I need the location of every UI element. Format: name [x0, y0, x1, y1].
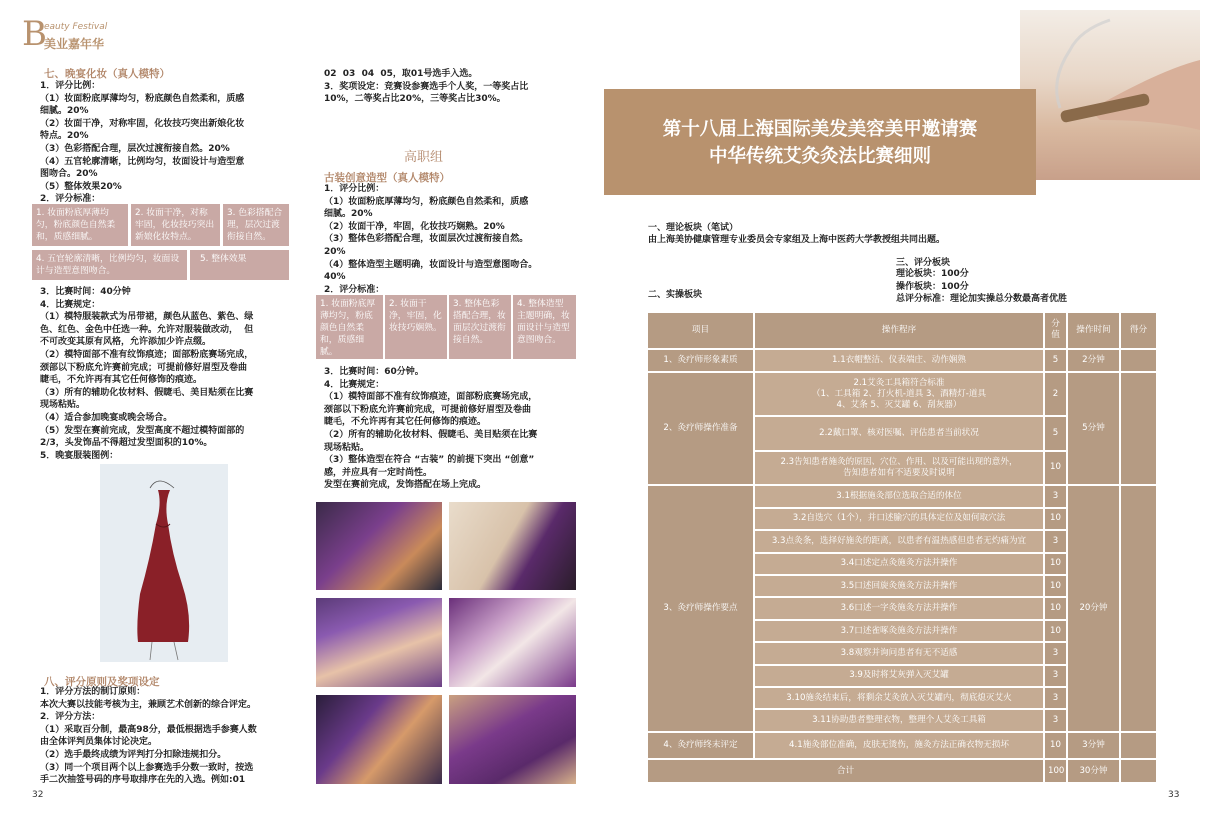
- theory-text: 由上海美协健康管理专业委员会专家组及上海中医药大学教授组共同出题。: [648, 235, 946, 245]
- result-cell[interactable]: [1120, 485, 1157, 732]
- brand-logo: [22, 16, 122, 56]
- moxibustion-photo: [1020, 10, 1200, 180]
- ancient-style-scoring: [324, 183, 537, 296]
- criteria-box: 4. 五官轮廓清晰，比例均匀，妆面设计与造型意图吻合。: [32, 250, 187, 280]
- score-cell: 3: [1044, 485, 1067, 507]
- item-cell: 4、灸疗师终末评定: [647, 732, 754, 760]
- text-line: （2）所有的辅助化妆材料、假睫毛、美目贴须在比赛: [324, 429, 538, 440]
- procedure-cell: 2.1艾灸工具箱符合标准 （1、工具箱 2、打火机-道具 3、酒精灯-道具 4、艾条 5、灭艾罐 6、刮灰器）: [754, 372, 1044, 416]
- event-photo: [449, 695, 576, 784]
- award-text: [324, 68, 528, 106]
- event-photo: [316, 502, 442, 590]
- section-7-text: [40, 80, 244, 206]
- procedure-cell: 3.4口述定点灸施灸方法并操作: [754, 553, 1044, 575]
- event-photo: [449, 502, 576, 590]
- sub-title: 中华传统艾灸灸法比赛细则: [708, 146, 931, 167]
- page-number: 33: [1168, 790, 1180, 800]
- text-line: （1）采取百分制，最高98分，最低根据选手参赛人数: [40, 724, 257, 735]
- text-line: 理论板块：100分: [896, 269, 969, 279]
- evening-dress-image: [100, 464, 228, 662]
- procedure-cell: 3.6口述一字灸施灸方法并操作: [754, 597, 1044, 619]
- text-line: 操作板块：100分: [896, 281, 969, 292]
- ancient-style-title: 古装创意造型（真人模特）: [324, 172, 450, 184]
- procedure-cell: 2.2戴口罩、核对医嘱、评估患者当前状况: [754, 416, 1044, 451]
- event-photo: [449, 598, 576, 687]
- text-line: 细腻。20%: [40, 106, 89, 117]
- text-line: 颈部以下粉底允许赛前完成，可提前修好眉型及卷曲: [324, 404, 532, 415]
- total-score: 100: [1044, 759, 1067, 783]
- text-line: 1．评分方法的制订原则：: [40, 687, 146, 697]
- score-cell: 3: [1044, 687, 1067, 709]
- procedure-cell: 3.11协助患者整理衣物，整理个人艾灸工具箱: [754, 709, 1044, 731]
- score-cell: 3: [1044, 642, 1067, 664]
- text-line: （2）妆面干净，牢固，化妆技巧娴熟。20%: [324, 221, 505, 232]
- text-line: （5）发型在赛前完成，发型高度不超过模特面部的: [40, 425, 245, 436]
- score-cell: 10: [1044, 732, 1067, 760]
- criteria-box: 3. 色彩搭配合理，层次过渡衔接自然。: [223, 204, 289, 246]
- time-cell: 3分钟: [1067, 732, 1120, 760]
- procedure-cell: 1.1衣帽整洁、仪表端庄、动作娴熟: [754, 349, 1044, 372]
- criteria-box: 5. 整体效果: [190, 250, 289, 280]
- group-title: 高职组: [404, 150, 444, 165]
- theory-heading: 一、理论板块（笔试）: [648, 223, 739, 233]
- criteria-box: 1. 妆面粉底厚薄均匀，粉底颜色自然柔和，质感细腻。: [32, 204, 128, 246]
- text-line: 3．比赛时间：60分钟。: [324, 367, 424, 377]
- text-line: 20%: [324, 246, 346, 257]
- scoring-heading: 三、评分板块: [896, 258, 951, 268]
- procedure-cell: 3.10施灸结束后，将剩余艾灸放入灭艾罐内，彻底熄灭艾火: [754, 687, 1044, 709]
- text-line: 2．评分标准：: [324, 284, 385, 295]
- text-line: （2）选手最终成绩为评判打分扣除违规扣分。: [40, 749, 227, 760]
- page-number: 32: [32, 790, 44, 800]
- text-line: （4）五官轮廓清晰，比例均匀，妆面设计与造型意: [40, 156, 245, 167]
- text-line: 睫毛，不允许再有其它任何修饰的痕迹。: [324, 417, 487, 428]
- header-procedure: 操作程序: [754, 312, 1044, 349]
- event-photo: [316, 695, 442, 784]
- logo-chinese: 美业嘉年华: [44, 37, 105, 51]
- text-line: （3）整体色彩搭配合理，妆面层次过渡衔接自然。: [324, 234, 529, 245]
- text-line: 4．比赛规定：: [40, 299, 101, 310]
- criteria-box: 4. 整体造型主题明确，妆面设计与造型意图吻合。: [513, 295, 576, 359]
- ancient-style-rules: [324, 366, 537, 492]
- event-photo: [316, 598, 442, 687]
- score-cell: 10: [1044, 575, 1067, 597]
- score-cell: 10: [1044, 451, 1067, 486]
- result-cell[interactable]: [1120, 732, 1157, 760]
- procedure-cell: 3.9及时将艾灰弹入灭艾罐: [754, 665, 1044, 687]
- text-line: （4）适合参加晚宴或晚会场合。: [40, 412, 173, 423]
- score-cell: 10: [1044, 553, 1067, 575]
- criteria-box: 3. 整体色彩搭配合理，妆面层次过渡衔接自然。: [449, 295, 511, 359]
- procedure-cell: 3.2自选穴（1个），并口述腧穴的具体定位及如何取穴法: [754, 508, 1044, 530]
- header-score: 分值: [1044, 312, 1067, 349]
- score-cell: 10: [1044, 597, 1067, 619]
- text-line: （5）整体效果20%: [40, 181, 122, 192]
- text-line: 02 03 04 05，取01号选手入选。: [324, 69, 478, 79]
- procedure-cell: 4.1施灸部位准确，皮肤无烫伤，施灸方法正确衣物无损坏: [754, 732, 1044, 760]
- text-line: 5．晚宴服装图例：: [40, 450, 119, 461]
- text-line: 总评分标准：理论加实操总分数最高者优胜: [896, 294, 1068, 305]
- score-cell: 5: [1044, 349, 1067, 372]
- text-line: 由全体评判员集体讨论决定。: [40, 737, 158, 748]
- score-cell: 10: [1044, 620, 1067, 642]
- text-line: （2）妆面干净，对称牢固，化妆技巧突出新娘化妆: [40, 118, 245, 129]
- text-line: 2．评分方法：: [40, 712, 101, 723]
- logo-letter: B: [22, 14, 47, 54]
- score-cell: 2: [1044, 372, 1067, 416]
- procedure-cell: 3.5口述回旋灸施灸方法并操作: [754, 575, 1044, 597]
- text-line: 本次大赛以技能考核为主，兼顾艺术创新的综合评定。: [40, 699, 257, 710]
- header-time: 操作时间: [1067, 312, 1120, 349]
- text-line: 3．比赛时间：40分钟: [40, 287, 131, 297]
- procedure-cell: 3.8观察并询问患者有无不适感: [754, 642, 1044, 664]
- scoring-lines: [896, 268, 1067, 306]
- section-7-title: 七、晚宴化妆（真人模特）: [44, 68, 170, 80]
- score-cell: 3: [1044, 665, 1067, 687]
- text-line: 睫毛，不允许再有其它任何修饰的痕迹。: [40, 375, 203, 386]
- criteria-box: 2. 妆面干净，牢固，化妆技巧娴熟。: [385, 295, 447, 359]
- text-line: 特点。20%: [40, 131, 89, 142]
- criteria-box: 1. 妆面粉底厚薄均匀，粉底颜色自然柔和，质感细腻。: [316, 295, 383, 359]
- text-line: 色、红色、金色中任选一种。允许对服装做改动， 但: [40, 324, 254, 335]
- text-line: （1）妆面粉底厚薄均匀，粉底颜色自然柔和，质感: [40, 93, 245, 104]
- total-label: 合计: [647, 759, 1044, 783]
- result-cell[interactable]: [1120, 349, 1157, 372]
- header-item: 项目: [647, 312, 754, 349]
- score-cell: 10: [1044, 508, 1067, 530]
- header-result: 得分: [1120, 312, 1157, 349]
- text-line: 10%，二等奖占比20%，三等奖占比30%。: [324, 94, 506, 105]
- text-line: 发型在赛前完成，发饰搭配在场上完成。: [324, 480, 487, 491]
- text-line: 2/3，头发饰品不得超过发型面积的10%。: [40, 438, 213, 449]
- item-cell: 1、灸疗师形象素质: [647, 349, 754, 372]
- time-cell: 20分钟: [1067, 485, 1120, 732]
- procedure-cell: 2.3告知患者施灸的原因、穴位、作用、以及可能出现的意外， 告知患者如有不适要及时说明: [754, 451, 1044, 486]
- time-cell: 5分钟: [1067, 372, 1120, 485]
- score-cell: 3: [1044, 709, 1067, 731]
- text-line: 不可改变其原有风格，允许添加少许点缀。: [40, 337, 212, 348]
- time-cell: 2分钟: [1067, 349, 1120, 372]
- text-line: （3）所有的辅助化妆材料、假睫毛、美目贴须在比赛: [40, 387, 254, 398]
- text-line: （2）模特面部不准有纹饰痕迹；面部粉底赛场完成，: [40, 349, 254, 360]
- criteria-box: 2. 妆面干净，对称牢固，化妆技巧突出新娘化妆特点。: [131, 204, 220, 246]
- item-cell: 2、灸疗师操作准备: [647, 372, 754, 485]
- title-banner: [604, 89, 1036, 195]
- text-line: （4）整体造型主题明确，妆面设计与造型意图吻合。: [324, 259, 538, 270]
- text-line: （1）模特服装款式为吊带裙，颜色从蓝色、紫色、绿: [40, 312, 254, 323]
- text-line: 4．比赛规定：: [324, 379, 385, 390]
- text-line: 1．评分比例：: [324, 184, 385, 194]
- text-line: （1）模特面部不准有纹饰痕迹，面部粉底赛场完成，: [324, 392, 538, 403]
- result-cell[interactable]: [1120, 372, 1157, 485]
- text-line: 手二次抽签号码的序号取排序在先的入选。例如:01: [40, 775, 246, 786]
- text-line: 感，并应具有一定时尚性。: [324, 467, 433, 478]
- practice-heading: 二、实操板块: [648, 290, 703, 300]
- text-line: 颈部以下粉底允许赛前完成；可提前修好眉型及卷曲: [40, 362, 248, 373]
- text-line: 图吻合。20%: [40, 169, 98, 180]
- text-line: （1）妆面粉底厚薄均匀，粉底颜色自然柔和，质感: [324, 196, 529, 207]
- total-result[interactable]: [1120, 759, 1157, 783]
- logo-english: eauty Festival: [44, 22, 108, 32]
- text-line: 现场粘贴。: [324, 442, 370, 453]
- score-cell: 5: [1044, 416, 1067, 451]
- text-line: （3）色彩搭配合理，层次过渡衔接自然。20%: [40, 143, 230, 154]
- procedure-cell: 3.3点灸条，选择好施灸的距离，以患者有温热感但患者无灼痛为宜: [754, 530, 1044, 552]
- score-cell: 3: [1044, 530, 1067, 552]
- procedure-cell: 3.1根据施灸部位选取合适的体位: [754, 485, 1044, 507]
- section-8-title: 八、评分原则及奖项设定: [44, 676, 160, 688]
- text-line: （3）整体造型在符合 “古装” 的前提下突出 “创意”: [324, 455, 535, 466]
- text-line: 现场粘贴。: [40, 400, 86, 411]
- main-title: 第十八届上海国际美发美容美甲邀请赛: [662, 119, 978, 140]
- text-line: 2．评分标准：: [40, 194, 101, 205]
- text-line: 1．评分比例：: [40, 81, 101, 91]
- text-line: 40%: [324, 272, 346, 283]
- section-8-text: [40, 686, 257, 787]
- total-time: 30分钟: [1067, 759, 1120, 783]
- procedure-cell: 3.7口述雀啄灸施灸方法并操作: [754, 620, 1044, 642]
- item-cell: 3、灸疗师操作要点: [647, 485, 754, 732]
- rules-table: [646, 311, 1158, 784]
- text-line: 细腻。20%: [324, 209, 373, 220]
- section-7-rules: [40, 286, 253, 462]
- text-line: 3．奖项设定：竞赛设参赛选手个人奖，一等奖占比: [324, 81, 529, 92]
- text-line: （3）同一个项目两个以上参赛选手分数一致时，按选: [40, 762, 254, 773]
